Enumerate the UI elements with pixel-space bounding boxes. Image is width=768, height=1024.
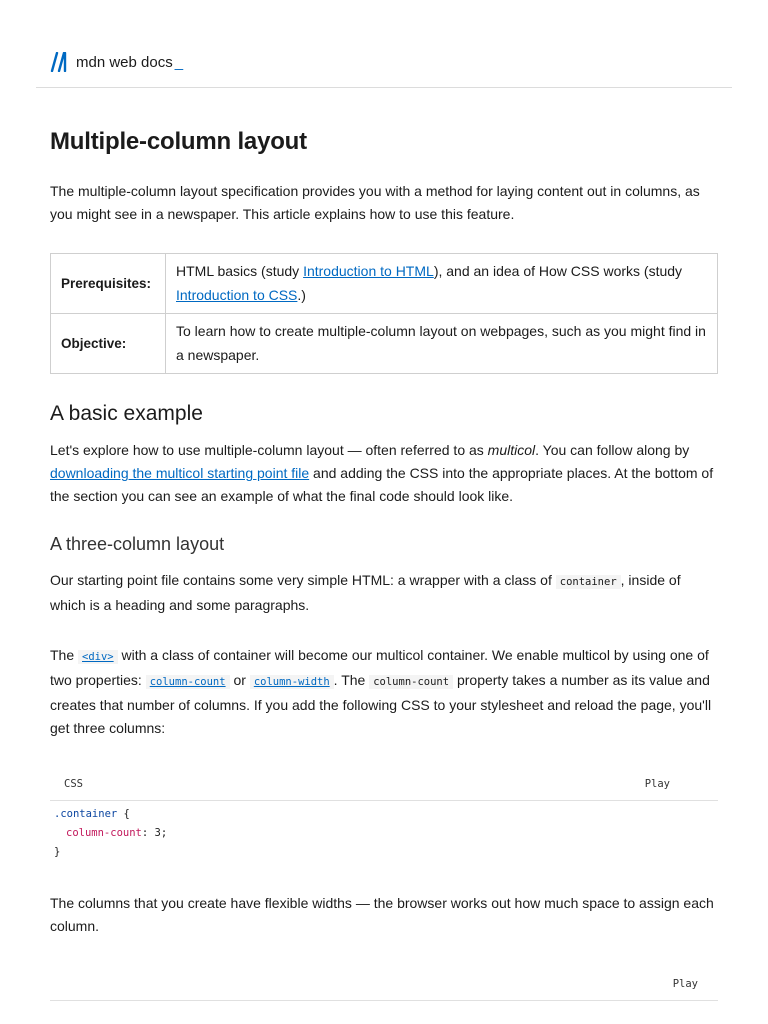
code-body	[50, 801, 718, 862]
intro-paragraph: The multiple-column layout specification provides you with a method for laying content out in columns, as you might see in a newspaper. This article explains how to use this feature.	[50, 183, 700, 222]
code-line	[54, 805, 718, 824]
intro-to-css-link[interactable]: Introduction to CSS	[176, 287, 298, 303]
paragraph-text: . You can follow along by	[535, 442, 690, 458]
article-content	[50, 120, 718, 1001]
paragraph-text: . The	[333, 672, 370, 688]
code-brace: }	[54, 846, 61, 858]
three-column-paragraph-1	[50, 569, 718, 617]
inline-code: container	[556, 575, 621, 589]
intro-to-html-link[interactable]: Introduction to HTML	[303, 263, 434, 279]
download-starting-point-link[interactable]: downloading the multicol starting point file	[50, 465, 310, 481]
column-width-link[interactable]	[250, 672, 334, 688]
mdn-logo-icon	[50, 52, 72, 72]
prerequisites-table	[50, 253, 718, 374]
example-play-bar	[50, 964, 718, 1001]
prerequisites-label: Prerequisites:	[51, 254, 166, 314]
paragraph-text: property takes a number as its value and creates that number of columns. If you add the following CSS to your stylesheet and reload the page, you'll get three columns:	[50, 672, 712, 736]
css-code-block	[50, 770, 718, 862]
inline-code: column-count	[146, 675, 230, 689]
code-language-label: CSS	[64, 778, 83, 790]
code-property: column-count	[66, 827, 142, 839]
emphasis-text: multicol	[487, 442, 536, 458]
div-element-link[interactable]	[78, 647, 118, 663]
objective-label: Objective:	[51, 314, 166, 374]
site-header	[0, 0, 768, 88]
basic-example-paragraph	[50, 439, 718, 508]
section-heading-three-column: A three-column layout	[50, 534, 225, 554]
inline-code: column-count	[369, 675, 453, 689]
flexible-widths-paragraph: The columns that you create have flexible widths — the browser works out how much space to assign each column.	[50, 895, 714, 934]
paragraph-text: Let's explore how to use multiple-column layout — often referred to as	[50, 442, 488, 458]
column-count-link[interactable]	[146, 672, 230, 688]
header-divider	[36, 87, 732, 88]
paragraph-text: or	[229, 672, 250, 688]
code-line	[54, 824, 718, 843]
objective-value: To learn how to create multiple-column layout on webpages, such as you might find in a newspaper.	[166, 314, 718, 374]
paragraph-text: Our starting point file contains some very simple HTML: a wrapper with a class of	[50, 572, 556, 588]
play-button[interactable]: Play	[644, 778, 670, 790]
prereq-text: .)	[297, 287, 306, 303]
table-row	[51, 254, 718, 314]
table-row	[51, 314, 718, 374]
paragraph-text: , inside of which is a heading and some paragraphs.	[50, 572, 681, 613]
section-heading-basic-example: A basic example	[50, 402, 203, 425]
paragraph-text: and adding the CSS into the appropriate places. At the bottom of the section you can see an example of what the final code should look like.	[50, 465, 714, 504]
code-selector: .container	[54, 808, 118, 820]
logo-cursor: _	[174, 53, 184, 71]
play-button[interactable]: Play	[672, 978, 698, 990]
prereq-text: ), and an idea of How CSS works (study	[433, 263, 683, 279]
mdn-logo[interactable]	[50, 50, 183, 74]
prerequisites-value	[166, 254, 718, 314]
code-colon: :	[141, 827, 155, 839]
three-column-paragraph-2	[50, 644, 718, 740]
page-title: Multiple-column layout	[50, 128, 307, 155]
paragraph-text: with a class of container will become our multicol container. We enable multicol by using one of two properties:	[50, 647, 709, 688]
prereq-text: HTML basics (study	[176, 263, 304, 279]
logo-text: mdn web docs	[76, 53, 173, 71]
code-block-header	[50, 770, 718, 801]
paragraph-text: The	[50, 647, 79, 663]
inline-code: column-width	[250, 675, 334, 689]
inline-code: <div>	[78, 650, 118, 664]
code-line	[54, 843, 718, 862]
code-value: 3;	[154, 827, 168, 839]
code-brace: {	[117, 808, 130, 820]
